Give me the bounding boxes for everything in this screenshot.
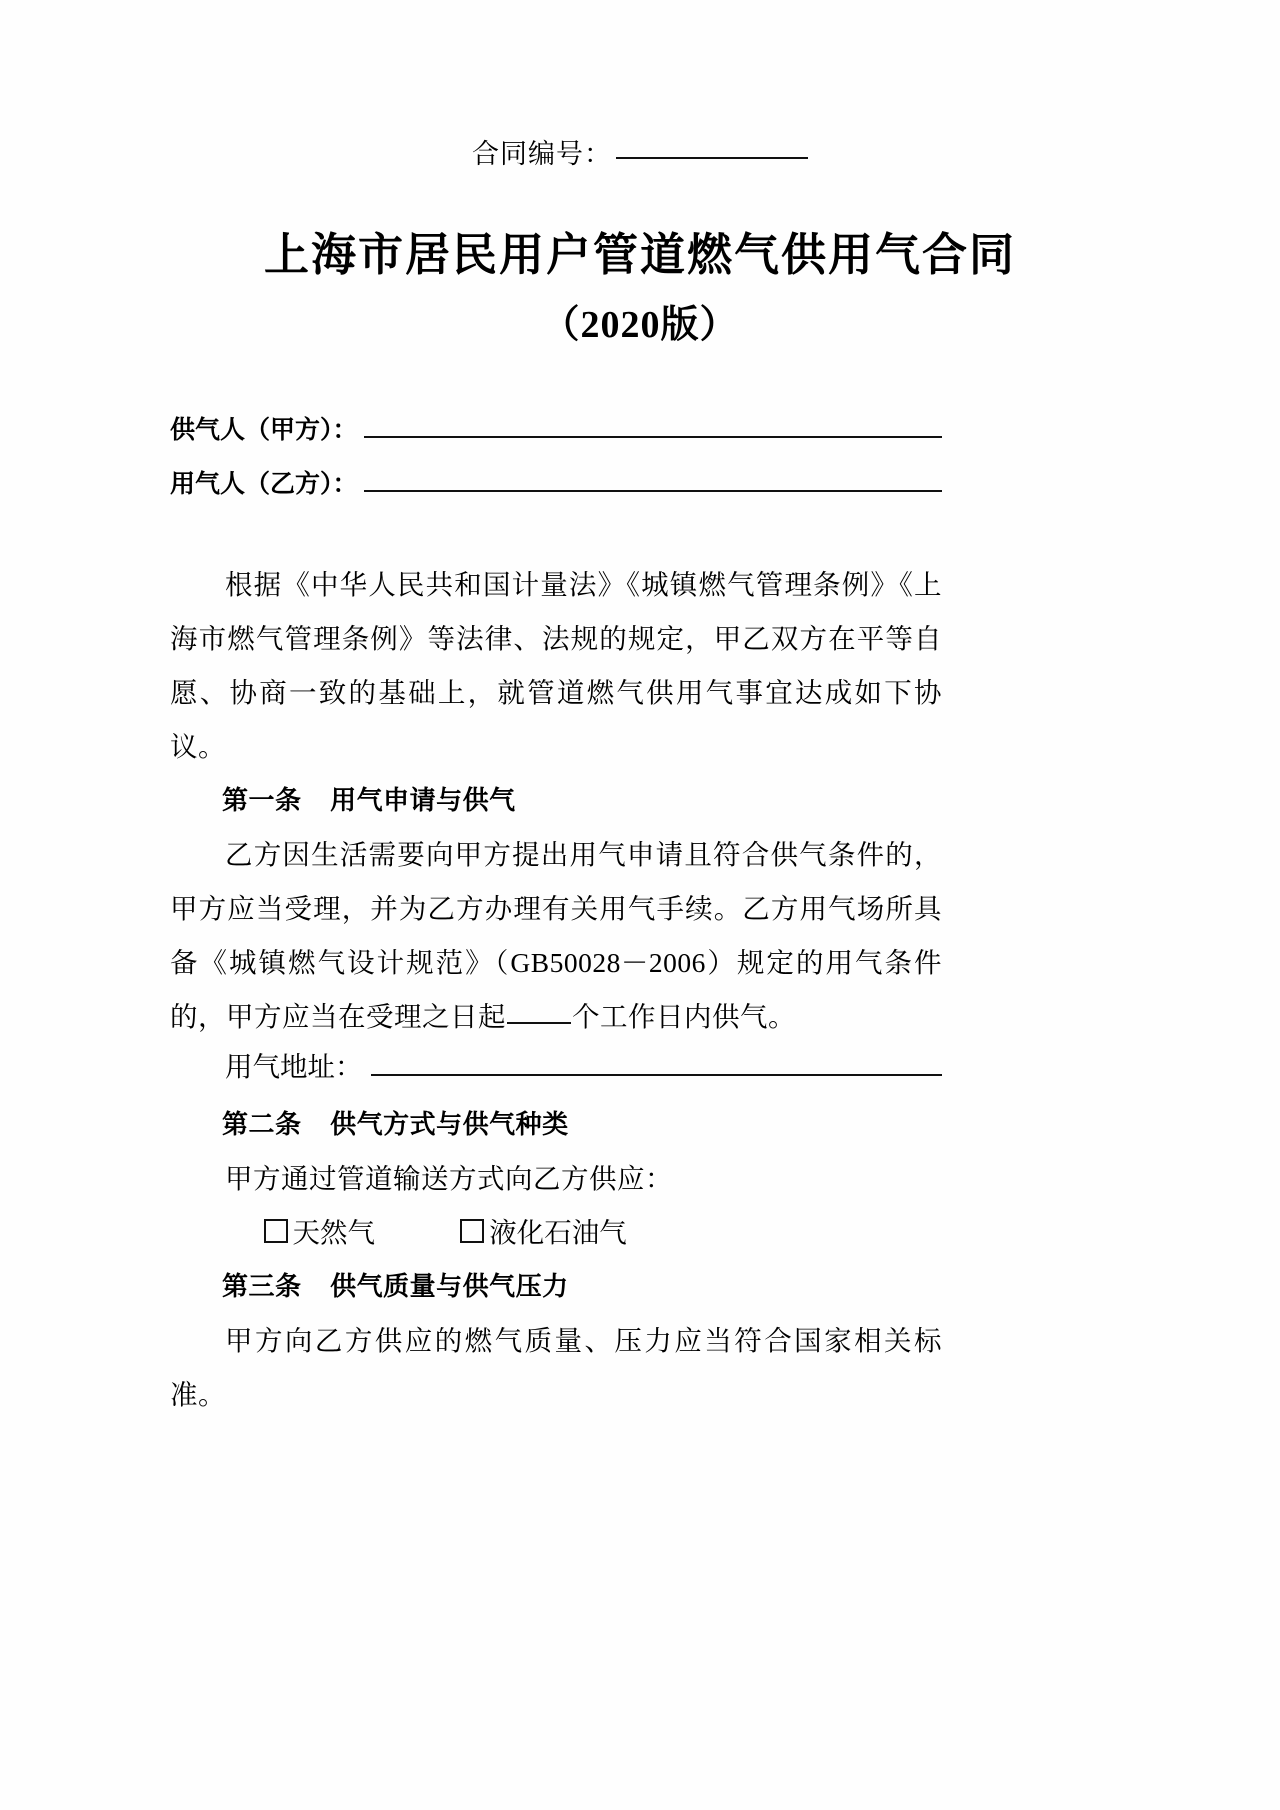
article-3-paragraph: 甲方向乙方供应的燃气质量、压力应当符合国家相关标准。 [170, 1325, 942, 1410]
gas-type-options [170, 1206, 942, 1260]
party-row-consumer [170, 464, 942, 518]
consumer-blank[interactable] [364, 468, 942, 492]
supplier-blank[interactable] [364, 414, 942, 438]
gas-address-label: 用气地址： [225, 1051, 363, 1082]
consumer-label: 用气人（乙方）： [170, 469, 358, 498]
document-title: 上海市居民用户管道燃气供用气合同 [263, 230, 1016, 280]
article-2-heading [170, 1098, 942, 1152]
article-1-title: 用气申请与供气 [330, 786, 516, 816]
checkbox-icon[interactable] [264, 1219, 288, 1243]
article-3-title: 供气质量与供气压力 [330, 1272, 569, 1302]
supply-days-blank[interactable] [507, 1022, 571, 1024]
article-2-number: 第二条 [222, 1110, 302, 1140]
contract-number-blank[interactable] [616, 157, 808, 159]
article-1-paragraph [170, 828, 942, 1044]
article-2-title: 供气方式与供气种类 [330, 1110, 569, 1140]
article-3-heading [170, 1260, 942, 1314]
gas-type-option-natural-label: 天然气 [292, 1217, 375, 1248]
document-body [170, 558, 942, 1422]
supplier-label: 供气人（甲方）： [170, 415, 358, 444]
article-3-number: 第三条 [222, 1272, 302, 1302]
contract-number-line [0, 132, 1280, 171]
gas-type-option-natural[interactable] [264, 1206, 376, 1260]
gas-address-blank[interactable] [371, 1054, 943, 1076]
party-row-supplier [170, 410, 942, 464]
parties-block [170, 410, 942, 518]
preamble-paragraph: 根据《中华人民共和国计量法》《城镇燃气管理条例》《上海市燃气管理条例》等法律、法规的规定，甲乙双方在平等自愿、协商一致的基础上，就管道燃气供用气事宜达成如下协议。 [170, 569, 942, 762]
article-1-number: 第一条 [222, 786, 302, 816]
checkbox-icon[interactable] [460, 1219, 484, 1243]
contract-number-label: 合同编号： [472, 139, 612, 169]
article-1-paragraph-part2: 个工作日内供气。 [572, 1001, 796, 1032]
gas-address-row [170, 1044, 942, 1098]
document-subtitle: （2020版） [541, 304, 739, 346]
gas-type-option-lpg[interactable] [460, 1206, 627, 1260]
article-1-heading [170, 774, 942, 828]
gas-type-option-lpg-label: 液化石油气 [489, 1217, 627, 1248]
article-2-paragraph: 甲方通过管道输送方式向乙方供应： [225, 1163, 673, 1194]
article-1-paragraph-part1: 乙方因生活需要向甲方提出用气申请且符合供气条件的，甲方应当受理，并为乙方办理有关用气手续。乙方用气场所具备《城镇燃气设计规范》（GB50028－2006）规定的用气条件的，甲方应当在受理之日起 [170, 839, 942, 1032]
